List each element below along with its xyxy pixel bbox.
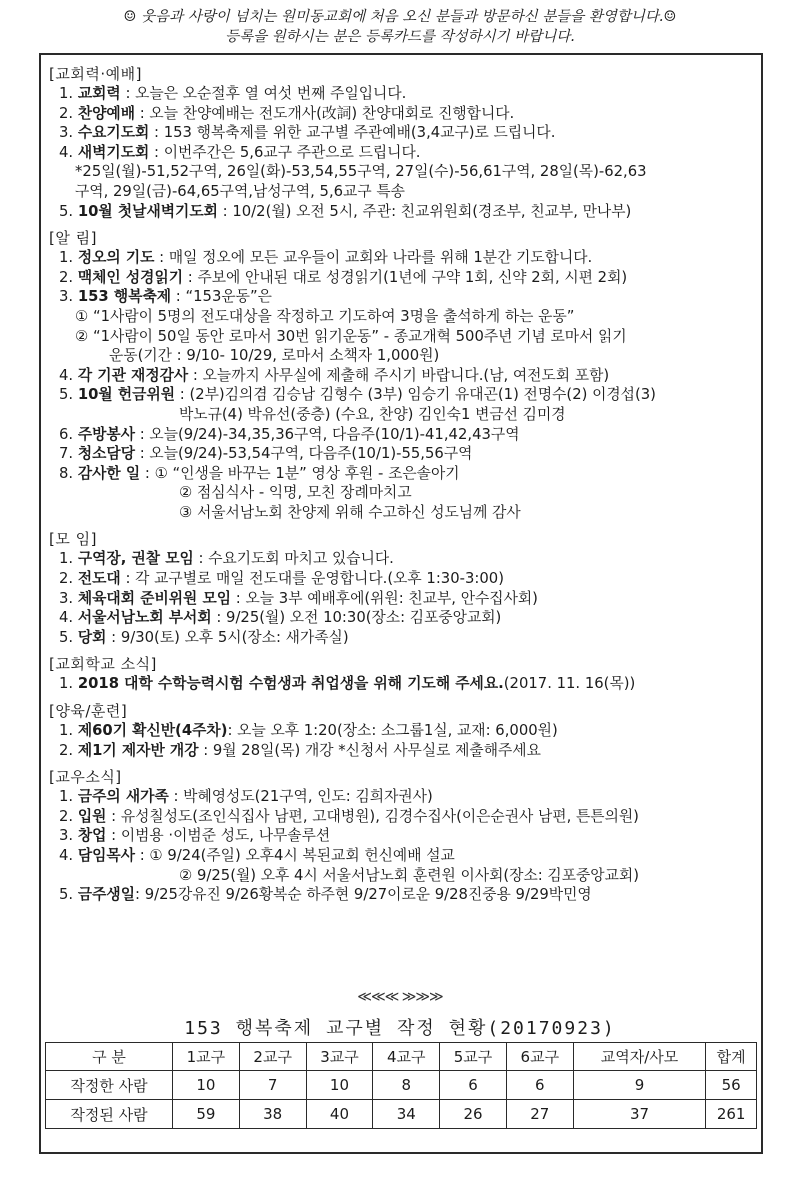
table-title: 153 행복축제 교구별 작정 현황(20170923)	[184, 1018, 616, 1039]
item-label: 맥체인 성경읽기	[77, 268, 184, 286]
notice-line	[49, 721, 755, 741]
notice-line	[49, 741, 755, 761]
table-cell: 27	[506, 1100, 573, 1129]
item-number: 2.	[59, 268, 74, 286]
section-title: [교회학교 소식]	[49, 655, 157, 674]
item-text: : ① 9/24(주일) 오후4시 복된교회 헌신예배 설교	[135, 847, 455, 864]
table-cell: 10	[306, 1071, 373, 1100]
notice-line	[49, 202, 755, 222]
table-header-cell: 4교구	[373, 1043, 440, 1071]
table-cell: 38	[239, 1100, 306, 1129]
table-cell: 10	[173, 1071, 240, 1100]
notice-line	[49, 307, 755, 327]
item-label: 감사한 일	[77, 464, 141, 482]
item-text: : 유성칠성도(조인식집사 남편, 고대병원), 김경수집사(이은순권사 남편, 튼튼의원)	[106, 807, 639, 825]
item-number: 4.	[59, 366, 74, 384]
item-text: : 9/25강유진 9/26황복순 하주현 9/27이로운 9/28진중용 9/29박민영	[135, 886, 592, 904]
item-text: : 오늘까지 사무실에 제출해 주시기 바랍니다.(남, 여전도회 포함)	[188, 366, 610, 384]
item-label: 당회	[77, 628, 107, 646]
item-text: 박노규(4) 박유선(중층) (수요, 찬양) 김인숙1 변금선 김미경	[179, 405, 566, 423]
item-text: : 이범용 ·이범준 성도, 나무솔루션	[106, 827, 331, 845]
item-number: 3.	[59, 124, 74, 142]
item-label: 금주생일	[77, 886, 136, 904]
item-label: 주방봉사	[77, 425, 136, 443]
decorative-divider: ≪≪≪ ≫≫≫	[357, 989, 443, 1005]
notice-line	[49, 143, 755, 163]
bulletin-section	[49, 654, 755, 694]
table-cell: 7	[239, 1071, 306, 1100]
notice-line	[49, 866, 755, 886]
bulletin-section	[49, 529, 755, 647]
table-header-cell: 2교구	[239, 1043, 306, 1071]
item-number: 4.	[59, 609, 74, 627]
item-label: 수요기도회	[77, 124, 150, 142]
item-label: 체육대회 준비위원 모임	[77, 589, 232, 607]
section-title: [모 임]	[49, 530, 97, 549]
item-label: 10월 첫날새벽기도회	[77, 202, 218, 220]
item-number: 5.	[59, 628, 74, 646]
table-header-cell: 교역자/사모	[573, 1043, 706, 1071]
section-title: [알 림]	[49, 229, 97, 248]
pledge-status-table	[45, 1042, 757, 1129]
item-label: 제60기 확신반(4주차)	[77, 722, 228, 740]
welcome-line-2: 등록을 원하시는 분은 등록카드를 작성하시기 바랍니다.	[225, 29, 575, 45]
table-cell: 26	[440, 1100, 507, 1129]
item-text: 구역, 29일(금)-64,65구역,남성구역, 5,6교구 특송	[75, 182, 405, 200]
item-number: 2.	[59, 807, 74, 825]
item-text: : 오늘 오후 1:20(장소: 소그룹1실, 교재: 6,000원)	[227, 722, 558, 740]
notice-line	[49, 503, 755, 523]
table-body	[46, 1071, 757, 1129]
item-number: 4.	[59, 143, 74, 161]
section-title: [양육/훈련]	[49, 702, 128, 721]
notice-line	[49, 287, 755, 307]
notice-line	[49, 589, 755, 609]
table-cell: 6	[440, 1071, 507, 1100]
table-header-cell: 6교구	[506, 1043, 573, 1071]
item-number: 6.	[59, 425, 74, 443]
item-text: ② 점심식사 - 익명, 모친 장례마치고	[179, 484, 412, 502]
item-text: : 9월 28일(목) 개강 *신청서 사무실로 제출해주세요	[198, 741, 541, 759]
item-text: : 오늘 찬양예배는 전도개사(改詞) 찬양대회로 진행합니다.	[135, 104, 515, 122]
notice-line	[49, 885, 755, 905]
item-text: : “153운동”은	[171, 288, 272, 306]
item-text: : 9/25(월) 오전 10:30(장소: 김포중앙교회)	[211, 609, 502, 627]
item-label: 2018 대학 수학능력시험 수험생과 취업생을 위해 기도해 주세요.	[77, 675, 504, 693]
notice-line	[49, 464, 755, 484]
table-cell: 작정한 사람	[46, 1071, 173, 1100]
item-label: 서울서남노회 부서회	[77, 609, 212, 627]
notice-line	[49, 162, 755, 182]
table-cell: 37	[573, 1100, 706, 1129]
item-number: 8.	[59, 464, 74, 482]
item-number: 1.	[59, 249, 74, 267]
notice-line	[49, 268, 755, 288]
table-header-cell: 5교구	[440, 1043, 507, 1071]
item-text: : 매일 정오에 모든 교우들이 교회와 나라를 위해 1분간 기도합니다.	[154, 249, 593, 267]
notice-line	[49, 569, 755, 589]
item-text: : 오늘(9/24)-34,35,36구역, 다음주(10/1)-41,42,43구역	[135, 425, 520, 443]
item-number: 4.	[59, 847, 74, 864]
item-number: 7.	[59, 445, 74, 463]
item-text: : ① “인생을 바꾸는 1분” 영상 후원 - 조은솔아기	[140, 464, 460, 482]
item-text: : 오늘은 오순절후 열 여섯 번째 주일입니다.	[120, 85, 407, 102]
item-text: 운동(기간 : 9/10- 10/29, 로마서 소책자 1,000원)	[109, 347, 440, 365]
welcome-line-1: ☺ 웃음과 사랑이 넘치는 원미동교회에 처음 오신 분들과 방문하신 분들을 환영합니다.☺	[123, 9, 677, 25]
item-text: ② “1사람이 50일 동안 로마서 30번 읽기운동” - 종교개혁 500주년 기념 로마서 읽기	[75, 327, 627, 345]
item-label: 찬양예배	[77, 104, 136, 122]
section-title: [교회력·예배]	[49, 65, 142, 83]
table-row	[46, 1071, 757, 1100]
item-text: : 수요기도회 마치고 있습니다.	[193, 550, 394, 568]
item-number: 3.	[59, 288, 74, 306]
item-number: 2.	[59, 570, 74, 588]
item-text: : 오늘 3부 예배후에(위원: 친교부, 안수집사회)	[231, 589, 538, 607]
notice-line	[49, 346, 755, 366]
item-number: 5.	[59, 386, 74, 404]
item-number: 1.	[59, 722, 74, 740]
item-label: 구역장, 권찰 모임	[77, 550, 194, 568]
item-label: 청소담당	[77, 445, 136, 463]
item-text: : 주보에 안내된 대로 성경읽기(1년에 구약 1회, 신약 2회, 시편 2회)	[183, 268, 628, 286]
bulletin-section	[49, 767, 755, 905]
bulletin-section	[49, 228, 755, 522]
notice-line	[49, 425, 755, 445]
notice-line	[49, 104, 755, 124]
notice-line	[49, 483, 755, 503]
item-text: : 오늘(9/24)-53,54구역, 다음주(10/1)-55,56구역	[135, 445, 473, 463]
notice-line	[49, 807, 755, 827]
table-cell: 40	[306, 1100, 373, 1129]
notice-line	[49, 846, 755, 866]
item-number: 2.	[59, 741, 74, 759]
notice-line	[49, 84, 755, 104]
item-number: 3.	[59, 827, 74, 845]
item-text: : 이번주간은 5,6교구 주관으로 드립니다.	[149, 143, 421, 161]
notice-line	[49, 549, 755, 569]
notice-line	[49, 826, 755, 846]
notice-line	[49, 123, 755, 143]
table-header-cell: 합계	[706, 1043, 757, 1071]
item-text: ② 9/25(월) 오후 4시 서울서남노회 훈련원 이사회(장소: 김포중앙교회)	[179, 866, 639, 884]
notice-line	[49, 182, 755, 202]
table-cell: 8	[373, 1071, 440, 1100]
item-text: : 9/30(토) 오후 5시(장소: 새가족실)	[106, 628, 349, 646]
notice-line	[49, 327, 755, 347]
item-number: 3.	[59, 589, 74, 607]
item-text: (2017. 11. 16(목))	[503, 675, 636, 693]
item-number: 1.	[59, 788, 74, 806]
item-number: 5.	[59, 886, 74, 904]
table-header-cell: 1교구	[173, 1043, 240, 1071]
bulletin-section	[49, 64, 755, 221]
item-label: 제1기 제자반 개강	[77, 741, 199, 759]
table-header-cell: 3교구	[306, 1043, 373, 1071]
item-number: 1.	[59, 85, 74, 102]
section-title: [교우소식]	[49, 768, 122, 787]
notice-line	[49, 608, 755, 628]
table-cell: 261	[706, 1100, 757, 1129]
item-label: 각 기관 재정감사	[77, 366, 189, 384]
item-number: 1.	[59, 675, 74, 693]
item-text: : 각 교구별로 매일 전도대를 운영합니다.(오후 1:30-3:00)	[120, 570, 504, 588]
item-text: : 153 행복축제를 위한 교구별 주관예배(3,4교구)로 드립니다.	[149, 124, 556, 142]
table-header-cell: 구 분	[46, 1043, 173, 1071]
item-text: : 박혜영성도(21구역, 인도: 김희자권사)	[168, 788, 433, 806]
bulletin-content	[49, 64, 755, 912]
item-label: 교회력	[77, 85, 121, 102]
notice-line	[49, 787, 755, 807]
item-text: ① “1사람이 5명의 전도대상을 작정하고 기도하여 3명을 출석하게 하는 운동”	[75, 307, 575, 325]
item-number: 5.	[59, 202, 74, 220]
bulletin-section	[49, 701, 755, 760]
table-cell: 34	[373, 1100, 440, 1129]
item-text: : 10/2(월) 오전 5시, 주관: 친교위원회(경조부, 친교부, 만나부)	[217, 202, 632, 220]
item-label: 창업	[77, 827, 107, 845]
item-label: 입원	[77, 807, 107, 825]
item-label: 153 행복축제	[77, 288, 172, 306]
notice-line	[49, 385, 755, 405]
item-number: 1.	[59, 550, 74, 568]
table-cell: 작정된 사람	[46, 1100, 173, 1129]
item-label: 정오의 기도	[77, 249, 155, 267]
notice-line	[49, 628, 755, 648]
item-label: 금주의 새가족	[77, 788, 169, 806]
table-cell: 6	[506, 1071, 573, 1100]
notice-line	[49, 248, 755, 268]
item-text: ③ 서울서남노회 찬양제 위해 수고하신 성도님께 감사	[179, 503, 521, 521]
notice-line	[49, 444, 755, 464]
table-row	[46, 1100, 757, 1129]
notice-line	[49, 366, 755, 386]
table-cell: 59	[173, 1100, 240, 1129]
notice-line	[49, 674, 755, 694]
table-header-row	[46, 1043, 757, 1071]
table-cell: 9	[573, 1071, 706, 1100]
item-label: 새벽기도회	[77, 143, 150, 161]
item-label: 10월 헌금위원	[77, 386, 176, 404]
item-text: *25일(월)-51,52구역, 26일(화)-53,54,55구역, 27일(수)-56,61구역, 28일(목)-62,63	[75, 163, 647, 181]
item-label: 담임목사	[77, 847, 136, 864]
table-cell: 56	[706, 1071, 757, 1100]
notice-line	[49, 405, 755, 425]
item-label: 전도대	[77, 570, 121, 588]
item-number: 2.	[59, 104, 74, 122]
item-text: : (2부)김의겸 김승남 김형수 (3부) 임승기 유대곤(1) 전명수(2) 이경섭(3)	[175, 386, 656, 404]
